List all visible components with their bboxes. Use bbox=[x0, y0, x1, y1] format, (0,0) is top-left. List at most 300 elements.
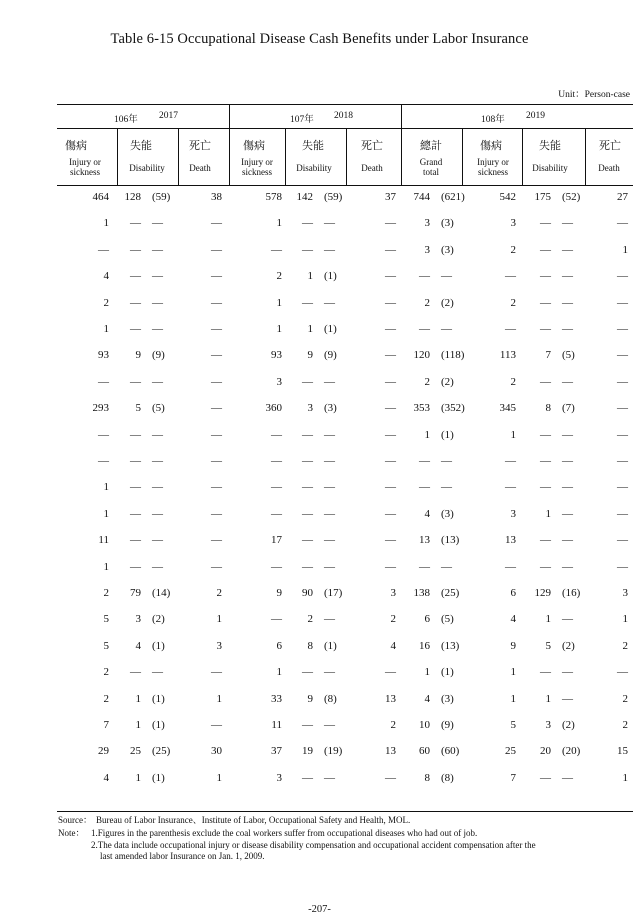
table-cell: — bbox=[562, 217, 573, 230]
table-cell: 79 bbox=[130, 587, 141, 599]
table-cell: — bbox=[271, 243, 282, 256]
table-cell: (17) bbox=[324, 587, 343, 599]
table-cell: 6 bbox=[424, 613, 430, 626]
table-cell: — bbox=[211, 349, 222, 362]
table-cell: — bbox=[385, 375, 396, 388]
table-cell: (1) bbox=[152, 719, 165, 731]
col-total-en: Grand total bbox=[419, 157, 443, 177]
table-cell: 1 bbox=[307, 270, 313, 283]
table-cell: (3) bbox=[441, 217, 454, 230]
table-cell: 7 bbox=[103, 719, 109, 731]
table-cell: — bbox=[562, 428, 573, 441]
table-cell: — bbox=[385, 560, 396, 573]
table-cell: 11 bbox=[271, 719, 282, 731]
table-cell: — bbox=[617, 428, 628, 441]
table-cell: 1 bbox=[545, 613, 551, 626]
table-cell: (9) bbox=[152, 349, 165, 362]
year-2018-value: 2018 bbox=[334, 111, 353, 121]
table-cell: (1) bbox=[441, 666, 454, 679]
table-cell: 1 bbox=[545, 507, 551, 520]
table-cell: — bbox=[562, 560, 573, 573]
table-cell: — bbox=[324, 534, 335, 547]
table-cell: — bbox=[302, 243, 313, 256]
table-cell: 1 bbox=[276, 296, 282, 309]
header-mid-rule bbox=[57, 128, 633, 129]
table-cell: — bbox=[505, 481, 516, 494]
table-cell: — bbox=[211, 481, 222, 494]
table-cell: 128 bbox=[124, 191, 141, 203]
table-cell: 3 bbox=[216, 639, 222, 652]
unit-label: Unit：Person-case bbox=[558, 90, 630, 100]
table-cell: — bbox=[562, 771, 573, 784]
table-cell: (1) bbox=[152, 771, 165, 784]
table-cell: 93 bbox=[271, 349, 282, 362]
table-cell: 1 bbox=[103, 323, 109, 335]
table-cell: 17 bbox=[271, 534, 282, 547]
table-cell: — bbox=[324, 719, 335, 731]
table-cell: 25 bbox=[130, 745, 141, 758]
table-cell: — bbox=[302, 507, 313, 520]
table-cell: 2 bbox=[390, 613, 396, 626]
table-cell: 1 bbox=[216, 613, 222, 626]
table-cell: (2) bbox=[152, 613, 165, 626]
table-cell: 4 bbox=[135, 639, 141, 652]
table-bottom-rule bbox=[57, 811, 633, 812]
table-cell: 30 bbox=[211, 745, 222, 758]
source-label: Source： bbox=[58, 815, 92, 825]
table-cell: (2) bbox=[441, 296, 454, 309]
table-cell: (1) bbox=[152, 692, 165, 705]
header-bottom-rule bbox=[57, 185, 633, 186]
table-cell: (352) bbox=[441, 402, 465, 415]
table-cell: — bbox=[152, 455, 163, 467]
table-cell: 2 bbox=[510, 375, 516, 388]
table-cell: — bbox=[324, 771, 335, 784]
year-2018-label: 107年 bbox=[290, 115, 314, 125]
table-cell: 15 bbox=[617, 745, 628, 758]
page-number: -207- bbox=[308, 904, 331, 915]
col-disability-zh: 失能 bbox=[539, 140, 561, 152]
table-cell: 2 bbox=[424, 375, 430, 388]
table-cell: 5 bbox=[510, 719, 516, 731]
table-cell: 90 bbox=[302, 587, 313, 599]
table-cell: 578 bbox=[265, 191, 282, 203]
table-cell: — bbox=[441, 481, 452, 494]
table-cell: — bbox=[211, 507, 222, 520]
col-divider bbox=[585, 128, 586, 185]
table-cell: 1 bbox=[424, 428, 430, 441]
table-cell: 16 bbox=[419, 639, 430, 652]
table-cell: — bbox=[385, 402, 396, 415]
table-cell: 20 bbox=[540, 745, 551, 758]
note-1: 1.Figures in the parenthesis exclude the coal workers suffer from occupational diseases who had out of job. bbox=[91, 828, 478, 838]
table-cell: — bbox=[385, 217, 396, 230]
table-cell: 37 bbox=[385, 191, 396, 203]
table-cell: 9 bbox=[307, 349, 313, 362]
table-cell: 1 bbox=[622, 243, 628, 256]
table-cell: 2 bbox=[307, 613, 313, 626]
table-cell: — bbox=[617, 455, 628, 467]
table-cell: 1 bbox=[103, 507, 109, 520]
table-cell: — bbox=[540, 296, 551, 309]
table-cell: — bbox=[211, 323, 222, 335]
table-cell: 8 bbox=[424, 771, 430, 784]
table-cell: — bbox=[302, 666, 313, 679]
table-cell: — bbox=[302, 375, 313, 388]
table-cell: — bbox=[562, 375, 573, 388]
table-cell: — bbox=[98, 243, 109, 256]
table-cell: — bbox=[385, 349, 396, 362]
table-cell: 5 bbox=[103, 639, 109, 652]
table-cell: (19) bbox=[324, 745, 343, 758]
col-total-zh: 總計 bbox=[420, 140, 442, 152]
table-cell: 8 bbox=[545, 402, 551, 415]
table-cell: (59) bbox=[324, 191, 343, 203]
year-2019-value: 2019 bbox=[526, 111, 545, 121]
table-cell: — bbox=[562, 296, 573, 309]
table-cell: (7) bbox=[562, 402, 575, 415]
table-cell: (118) bbox=[441, 349, 465, 362]
table-cell: 13 bbox=[505, 534, 516, 547]
table-cell: — bbox=[302, 534, 313, 547]
table-cell: 9 bbox=[135, 349, 141, 362]
table-cell: 4 bbox=[424, 692, 430, 705]
table-cell: 4 bbox=[424, 507, 430, 520]
table-cell: — bbox=[562, 613, 573, 626]
table-cell: — bbox=[505, 455, 516, 467]
table-cell: 5 bbox=[545, 639, 551, 652]
table-cell: (13) bbox=[441, 534, 460, 547]
table-cell: — bbox=[130, 507, 141, 520]
table-cell: 2 bbox=[103, 587, 109, 599]
table-cell: — bbox=[211, 243, 222, 256]
note-2: 2.The data include occupational injury or disease disability compensation and occupational accident compensation after the bbox=[91, 840, 536, 850]
table-cell: (5) bbox=[152, 402, 165, 415]
table-cell: — bbox=[302, 560, 313, 573]
table-cell: 1 bbox=[545, 692, 551, 705]
table-cell: 1 bbox=[103, 481, 109, 494]
table-cell: 1 bbox=[510, 692, 516, 705]
table-cell: — bbox=[152, 243, 163, 256]
table-cell: — bbox=[130, 323, 141, 335]
table-cell: — bbox=[98, 455, 109, 467]
table-cell: 175 bbox=[534, 191, 551, 203]
table-cell: — bbox=[540, 323, 551, 335]
table-cell: 4 bbox=[103, 771, 109, 784]
table-cell: — bbox=[385, 507, 396, 520]
table-cell: — bbox=[562, 692, 573, 705]
table-cell: — bbox=[441, 323, 452, 335]
table-cell: 25 bbox=[505, 745, 516, 758]
table-cell: 2 bbox=[622, 719, 628, 731]
table-cell: 1 bbox=[103, 217, 109, 230]
table-cell: (621) bbox=[441, 191, 465, 203]
col-death-zh: 死亡 bbox=[599, 140, 621, 152]
table-cell: — bbox=[562, 666, 573, 679]
table-cell: — bbox=[130, 270, 141, 283]
table-cell: — bbox=[505, 270, 516, 283]
year-divider bbox=[229, 104, 230, 185]
col-divider bbox=[285, 128, 286, 185]
table-cell: (2) bbox=[441, 375, 454, 388]
table-cell: 1 bbox=[135, 719, 141, 731]
table-cell: (52) bbox=[562, 191, 581, 203]
table-cell: 10 bbox=[419, 719, 430, 731]
table-cell: — bbox=[385, 666, 396, 679]
table-cell: — bbox=[324, 507, 335, 520]
table-cell: — bbox=[617, 323, 628, 335]
table-cell: — bbox=[562, 507, 573, 520]
table-cell: (9) bbox=[324, 349, 337, 362]
table-cell: — bbox=[324, 666, 335, 679]
table-cell: (3) bbox=[324, 402, 337, 415]
table-cell: — bbox=[385, 296, 396, 309]
col-divider bbox=[346, 128, 347, 185]
col-injury-en: Injury or sickness bbox=[241, 157, 273, 177]
table-cell: 4 bbox=[510, 613, 516, 626]
table-cell: 1 bbox=[307, 323, 313, 335]
table-cell: — bbox=[271, 428, 282, 441]
table-cell: (2) bbox=[562, 719, 575, 731]
table-cell: 3 bbox=[135, 613, 141, 626]
table-cell: — bbox=[505, 323, 516, 335]
table-cell: 3 bbox=[424, 243, 430, 256]
table-cell: 9 bbox=[307, 692, 313, 705]
table-cell: — bbox=[324, 243, 335, 256]
table-cell: 1 bbox=[276, 666, 282, 679]
table-cell: 1 bbox=[135, 771, 141, 784]
table-cell: — bbox=[617, 375, 628, 388]
table-cell: — bbox=[385, 323, 396, 335]
header-top-rule bbox=[57, 104, 633, 105]
table-cell: (3) bbox=[441, 692, 454, 705]
table-cell: 345 bbox=[499, 402, 516, 415]
table-cell: — bbox=[540, 534, 551, 547]
table-cell: 2 bbox=[622, 639, 628, 652]
table-cell: 293 bbox=[92, 402, 109, 415]
table-cell: (1) bbox=[324, 270, 337, 283]
table-cell: — bbox=[302, 719, 313, 731]
table-cell: — bbox=[540, 771, 551, 784]
table-cell: 38 bbox=[211, 191, 222, 203]
table-cell: — bbox=[562, 534, 573, 547]
year-2017-value: 2017 bbox=[159, 111, 178, 121]
table-cell: — bbox=[540, 243, 551, 256]
table-cell: — bbox=[540, 455, 551, 467]
table-cell: — bbox=[211, 666, 222, 679]
table-cell: 3 bbox=[545, 719, 551, 731]
table-cell: — bbox=[130, 666, 141, 679]
table-cell: — bbox=[211, 719, 222, 731]
table-cell: 2 bbox=[103, 296, 109, 309]
table-cell: (60) bbox=[441, 745, 460, 758]
table-cell: 113 bbox=[499, 349, 516, 362]
table-cell: — bbox=[324, 560, 335, 573]
table-cell: 2 bbox=[103, 666, 109, 679]
col-divider bbox=[522, 128, 523, 185]
table-cell: — bbox=[130, 217, 141, 230]
table-cell: — bbox=[211, 217, 222, 230]
table-cell: 1 bbox=[510, 666, 516, 679]
table-cell: — bbox=[562, 243, 573, 256]
table-cell: — bbox=[540, 375, 551, 388]
table-cell: (59) bbox=[152, 191, 171, 203]
table-cell: — bbox=[617, 217, 628, 230]
table-cell: 1 bbox=[276, 217, 282, 230]
table-cell: — bbox=[562, 270, 573, 283]
table-cell: (5) bbox=[441, 613, 454, 626]
table-cell: (3) bbox=[441, 507, 454, 520]
table-cell: 1 bbox=[510, 428, 516, 441]
table-cell: — bbox=[385, 534, 396, 547]
table-cell: — bbox=[152, 534, 163, 547]
table-cell: — bbox=[271, 560, 282, 573]
note-label: Note： bbox=[58, 828, 85, 838]
table-cell: — bbox=[419, 270, 430, 283]
table-cell: — bbox=[211, 402, 222, 415]
table-cell: — bbox=[419, 323, 430, 335]
table-cell: — bbox=[98, 375, 109, 388]
col-death-en: Death bbox=[189, 163, 211, 173]
table-cell: 27 bbox=[617, 191, 628, 203]
table-cell: 353 bbox=[413, 402, 430, 415]
table-cell: — bbox=[562, 481, 573, 494]
table-cell: — bbox=[130, 375, 141, 388]
table-cell: — bbox=[302, 481, 313, 494]
table-cell: — bbox=[540, 270, 551, 283]
col-death-zh: 死亡 bbox=[361, 140, 383, 152]
table-cell: — bbox=[211, 428, 222, 441]
table-cell: 3 bbox=[276, 375, 282, 388]
table-cell: — bbox=[130, 296, 141, 309]
table-cell: (1) bbox=[441, 428, 454, 441]
table-cell: 2 bbox=[424, 296, 430, 309]
table-cell: — bbox=[617, 560, 628, 573]
table-cell: — bbox=[617, 481, 628, 494]
table-cell: 1 bbox=[103, 560, 109, 573]
table-cell: — bbox=[302, 217, 313, 230]
col-divider bbox=[462, 128, 463, 185]
table-cell: — bbox=[324, 613, 335, 626]
table-cell: (16) bbox=[562, 587, 581, 599]
table-cell: — bbox=[130, 243, 141, 256]
table-cell: 13 bbox=[385, 692, 396, 705]
table-cell: (1) bbox=[152, 639, 165, 652]
table-cell: — bbox=[271, 613, 282, 626]
table-cell: — bbox=[302, 771, 313, 784]
table-cell: — bbox=[211, 455, 222, 467]
col-death-en: Death bbox=[598, 163, 620, 173]
table-cell: 7 bbox=[545, 349, 551, 362]
table-cell: — bbox=[130, 428, 141, 441]
table-cell: — bbox=[324, 481, 335, 494]
table-cell: — bbox=[324, 428, 335, 441]
table-cell: (14) bbox=[152, 587, 171, 599]
table-cell: 138 bbox=[413, 587, 430, 599]
table-cell: (20) bbox=[562, 745, 581, 758]
table-cell: 1 bbox=[216, 692, 222, 705]
year-2017-label: 106年 bbox=[114, 115, 138, 125]
table-cell: 1 bbox=[622, 613, 628, 626]
table-cell: 2 bbox=[276, 270, 282, 283]
table-cell: — bbox=[385, 481, 396, 494]
col-divider bbox=[117, 128, 118, 185]
table-cell: 2 bbox=[390, 719, 396, 731]
table-cell: 3 bbox=[424, 217, 430, 230]
table-cell: — bbox=[324, 217, 335, 230]
table-cell: 2 bbox=[510, 296, 516, 309]
col-injury-zh: 傷病 bbox=[480, 140, 502, 152]
col-injury-en: Injury or sickness bbox=[69, 157, 101, 177]
table-cell: 7 bbox=[510, 771, 516, 784]
col-disability-zh: 失能 bbox=[130, 140, 152, 152]
table-cell: — bbox=[152, 217, 163, 230]
table-cell: (25) bbox=[152, 745, 171, 758]
table-cell: (5) bbox=[562, 349, 575, 362]
table-cell: — bbox=[324, 455, 335, 467]
table-cell: — bbox=[152, 296, 163, 309]
table-cell: — bbox=[385, 771, 396, 784]
table-cell: — bbox=[271, 481, 282, 494]
table-cell: — bbox=[130, 481, 141, 494]
col-death-en: Death bbox=[361, 163, 383, 173]
table-cell: — bbox=[211, 375, 222, 388]
table-cell: 2 bbox=[103, 692, 109, 705]
table-cell: — bbox=[419, 481, 430, 494]
table-cell: — bbox=[441, 455, 452, 467]
col-injury-zh: 傷病 bbox=[243, 140, 265, 152]
table-cell: — bbox=[540, 217, 551, 230]
table-cell: 744 bbox=[413, 191, 430, 203]
table-cell: 3 bbox=[390, 587, 396, 599]
table-cell: 1 bbox=[622, 771, 628, 784]
table-cell: — bbox=[211, 534, 222, 547]
table-cell: — bbox=[302, 428, 313, 441]
col-divider bbox=[178, 128, 179, 185]
table-cell: — bbox=[419, 455, 430, 467]
table-cell: 4 bbox=[390, 639, 396, 652]
table-cell: — bbox=[617, 270, 628, 283]
table-cell: 129 bbox=[534, 587, 551, 599]
table-cell: (3) bbox=[441, 243, 454, 256]
table-cell: 3 bbox=[276, 771, 282, 784]
table-cell: 33 bbox=[271, 692, 282, 705]
table-cell: — bbox=[152, 481, 163, 494]
table-cell: — bbox=[617, 402, 628, 415]
table-cell: 11 bbox=[98, 534, 109, 547]
table-cell: — bbox=[617, 296, 628, 309]
table-cell: — bbox=[540, 481, 551, 494]
table-cell: 1 bbox=[276, 323, 282, 335]
col-injury-zh: 傷病 bbox=[65, 140, 87, 152]
col-disability-zh: 失能 bbox=[302, 140, 324, 152]
table-cell: (8) bbox=[441, 771, 454, 784]
table-cell: 2 bbox=[510, 243, 516, 256]
table-cell: — bbox=[211, 296, 222, 309]
table-cell: — bbox=[302, 455, 313, 467]
col-injury-en: Injury or sickness bbox=[477, 157, 509, 177]
table-cell: — bbox=[152, 270, 163, 283]
table-cell: 29 bbox=[98, 745, 109, 758]
year-divider bbox=[401, 104, 402, 185]
table-cell: 542 bbox=[499, 191, 516, 203]
table-cell: — bbox=[271, 455, 282, 467]
col-death-zh: 死亡 bbox=[189, 140, 211, 152]
table-cell: — bbox=[130, 534, 141, 547]
table-cell: — bbox=[324, 375, 335, 388]
table-cell: — bbox=[441, 560, 452, 573]
table-cell: — bbox=[130, 455, 141, 467]
